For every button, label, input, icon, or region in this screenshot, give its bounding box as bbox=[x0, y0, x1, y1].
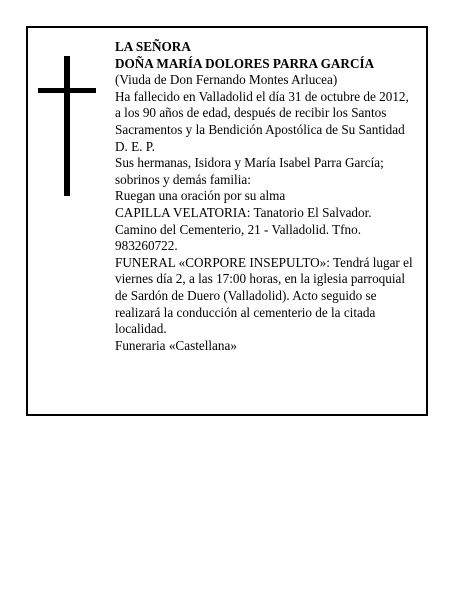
notice-body-line: localidad. bbox=[115, 321, 167, 337]
notice-heading: LA SEÑORA bbox=[115, 39, 191, 54]
notice-body-line: D. E. P. bbox=[115, 138, 155, 154]
notice-body-line: de Sardón de Duero (Valladolid). Acto seguido se bbox=[115, 287, 377, 303]
notice-body-line: viernes día 2, a las 17:00 horas, en la iglesia parroquial bbox=[115, 271, 406, 287]
notice-body-line: Funeraria «Castellana» bbox=[115, 337, 237, 353]
notice-body-line: FUNERAL «CORPORE INSEPULTO»: Tendrá lugar el bbox=[115, 254, 413, 270]
notice-body-line: Ruegan una oración por su alma bbox=[115, 188, 286, 204]
notice-body-line: Camino del Cementerio, 21 - Valladolid. Tfno. bbox=[115, 221, 362, 237]
widow-line: (Viuda de Don Fernando Montes Arlucea) bbox=[115, 72, 338, 88]
notice-body-line: sobrinos y demás familia: bbox=[115, 171, 251, 187]
notice-body-line: 983260722. bbox=[115, 238, 178, 254]
cross-vertical-bar bbox=[64, 56, 70, 196]
notice-body-line: a los 90 años de edad, después de recibir los Santos bbox=[115, 105, 387, 121]
notice-body-line: Sacramentos y la Bendición Apostólica de Su Santidad bbox=[115, 121, 405, 137]
notice-body-line: realizará la conducción al cementerio de la citada bbox=[115, 304, 376, 320]
notice-body-line: Ha fallecido en Valladolid el día 31 de octubre de 2012, bbox=[115, 88, 409, 104]
cross-horizontal-bar bbox=[38, 88, 96, 93]
deceased-name: DOÑA MARÍA DOLORES PARRA GARCÍA bbox=[115, 55, 375, 71]
notice-body-line: Sus hermanas, Isidora y María Isabel Parra García; bbox=[115, 155, 384, 171]
obituary-text-block bbox=[115, 39, 433, 354]
cross-icon bbox=[38, 56, 96, 196]
notice-body-line: CAPILLA VELATORIA: Tanatorio El Salvador. bbox=[115, 204, 372, 220]
